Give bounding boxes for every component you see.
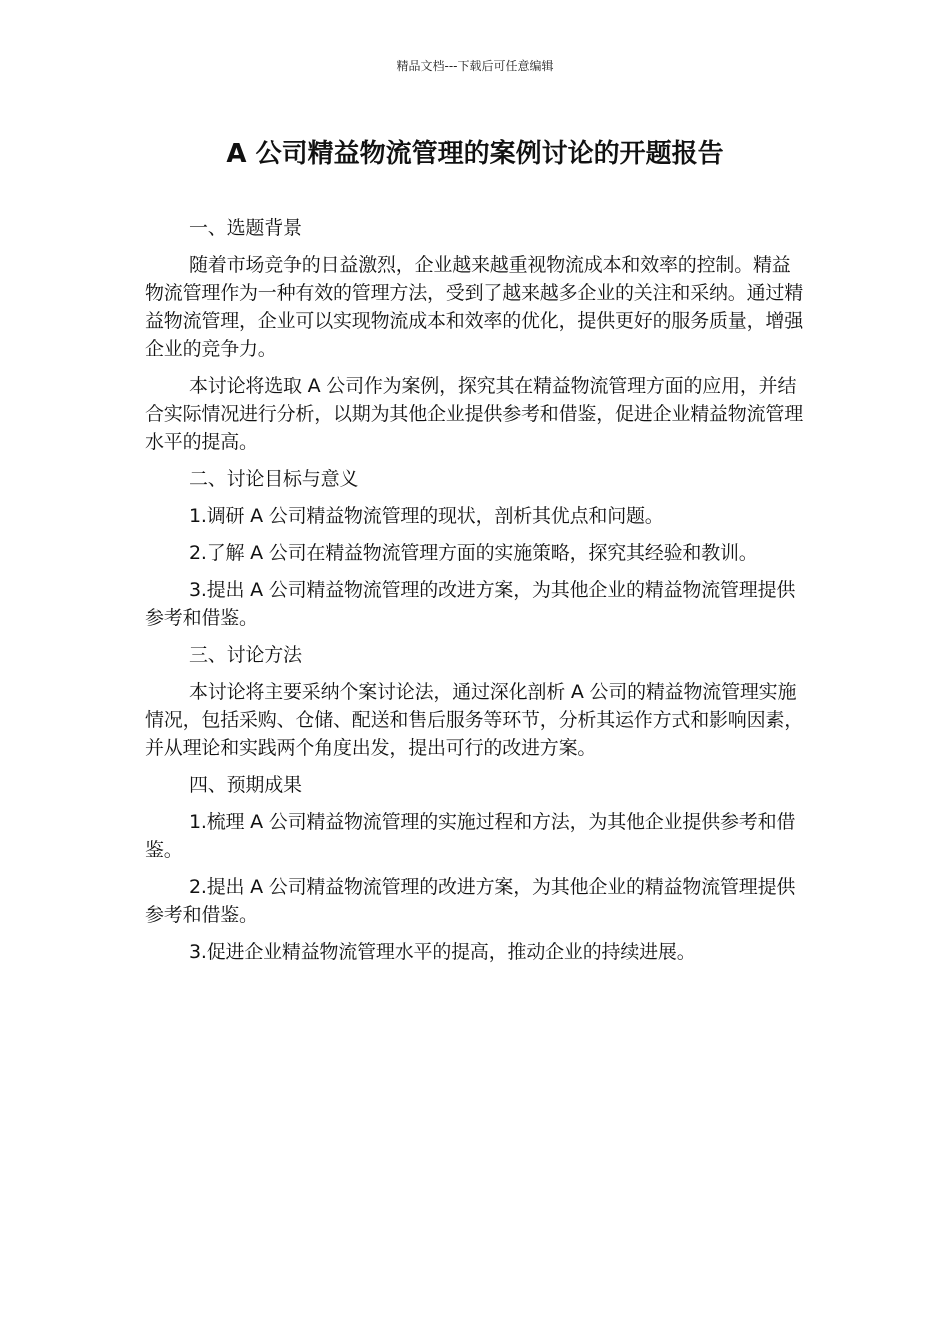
section-heading-goals: 二、讨论目标与意义	[189, 468, 359, 490]
header-note: 精品文档---下载后可任意编辑	[396, 59, 554, 73]
section-heading-outcomes: 四、预期成果	[189, 774, 302, 796]
outcome-item-3: 3.促进企业精益物流管理水平的提高，推动企业的持续进展。	[189, 941, 696, 963]
goal-item-2: 2.了解 A 公司在精益物流管理方面的实施策略，探究其经验和教训。	[189, 542, 758, 564]
outcome-item-2: 2.提出 A 公司精益物流管理的改进方案，为其他企业的精益物流管理提供参考和借鉴。	[145, 876, 796, 926]
document-title: A 公司精益物流管理的案例讨论的开题报告	[226, 139, 724, 169]
goal-item-3: 3.提出 A 公司精益物流管理的改进方案，为其他企业的精益物流管理提供参考和借鉴。	[145, 579, 796, 629]
paragraph-method: 本讨论将主要采纳个案讨论法，通过深化剖析 A 公司的精益物流管理实施情况，包括采购、仓储、配送和售后服务等环节，分析其运作方式和影响因素，并从理论和实践两个角度出发，提出可行的改进方案。	[145, 681, 804, 759]
section-heading-method: 三、讨论方法	[189, 644, 302, 666]
paragraph-background-2: 本讨论将选取 A 公司作为案例，探究其在精益物流管理方面的应用，并结合实际情况进行分析，以期为其他企业提供参考和借鉴，促进企业精益物流管理水平的提高。	[145, 375, 804, 453]
document-body	[145, 214, 807, 975]
goal-item-1: 1.调研 A 公司精益物流管理的现状，剖析其优点和问题。	[189, 505, 664, 527]
outcome-item-1: 1.梳理 A 公司精益物流管理的实施过程和方法，为其他企业提供参考和借鉴。	[145, 811, 796, 861]
section-heading-background: 一、选题背景	[189, 217, 302, 239]
paragraph-background-1: 随着市场竞争的日益激烈，企业越来越重视物流成本和效率的控制。精益物流管理作为一种有效的管理方法，受到了越来越多企业的关注和采纳。通过精益物流管理，企业可以实现物流成本和效率的优化，提供更好的服务质量，增强企业的竞争力。	[145, 254, 804, 360]
